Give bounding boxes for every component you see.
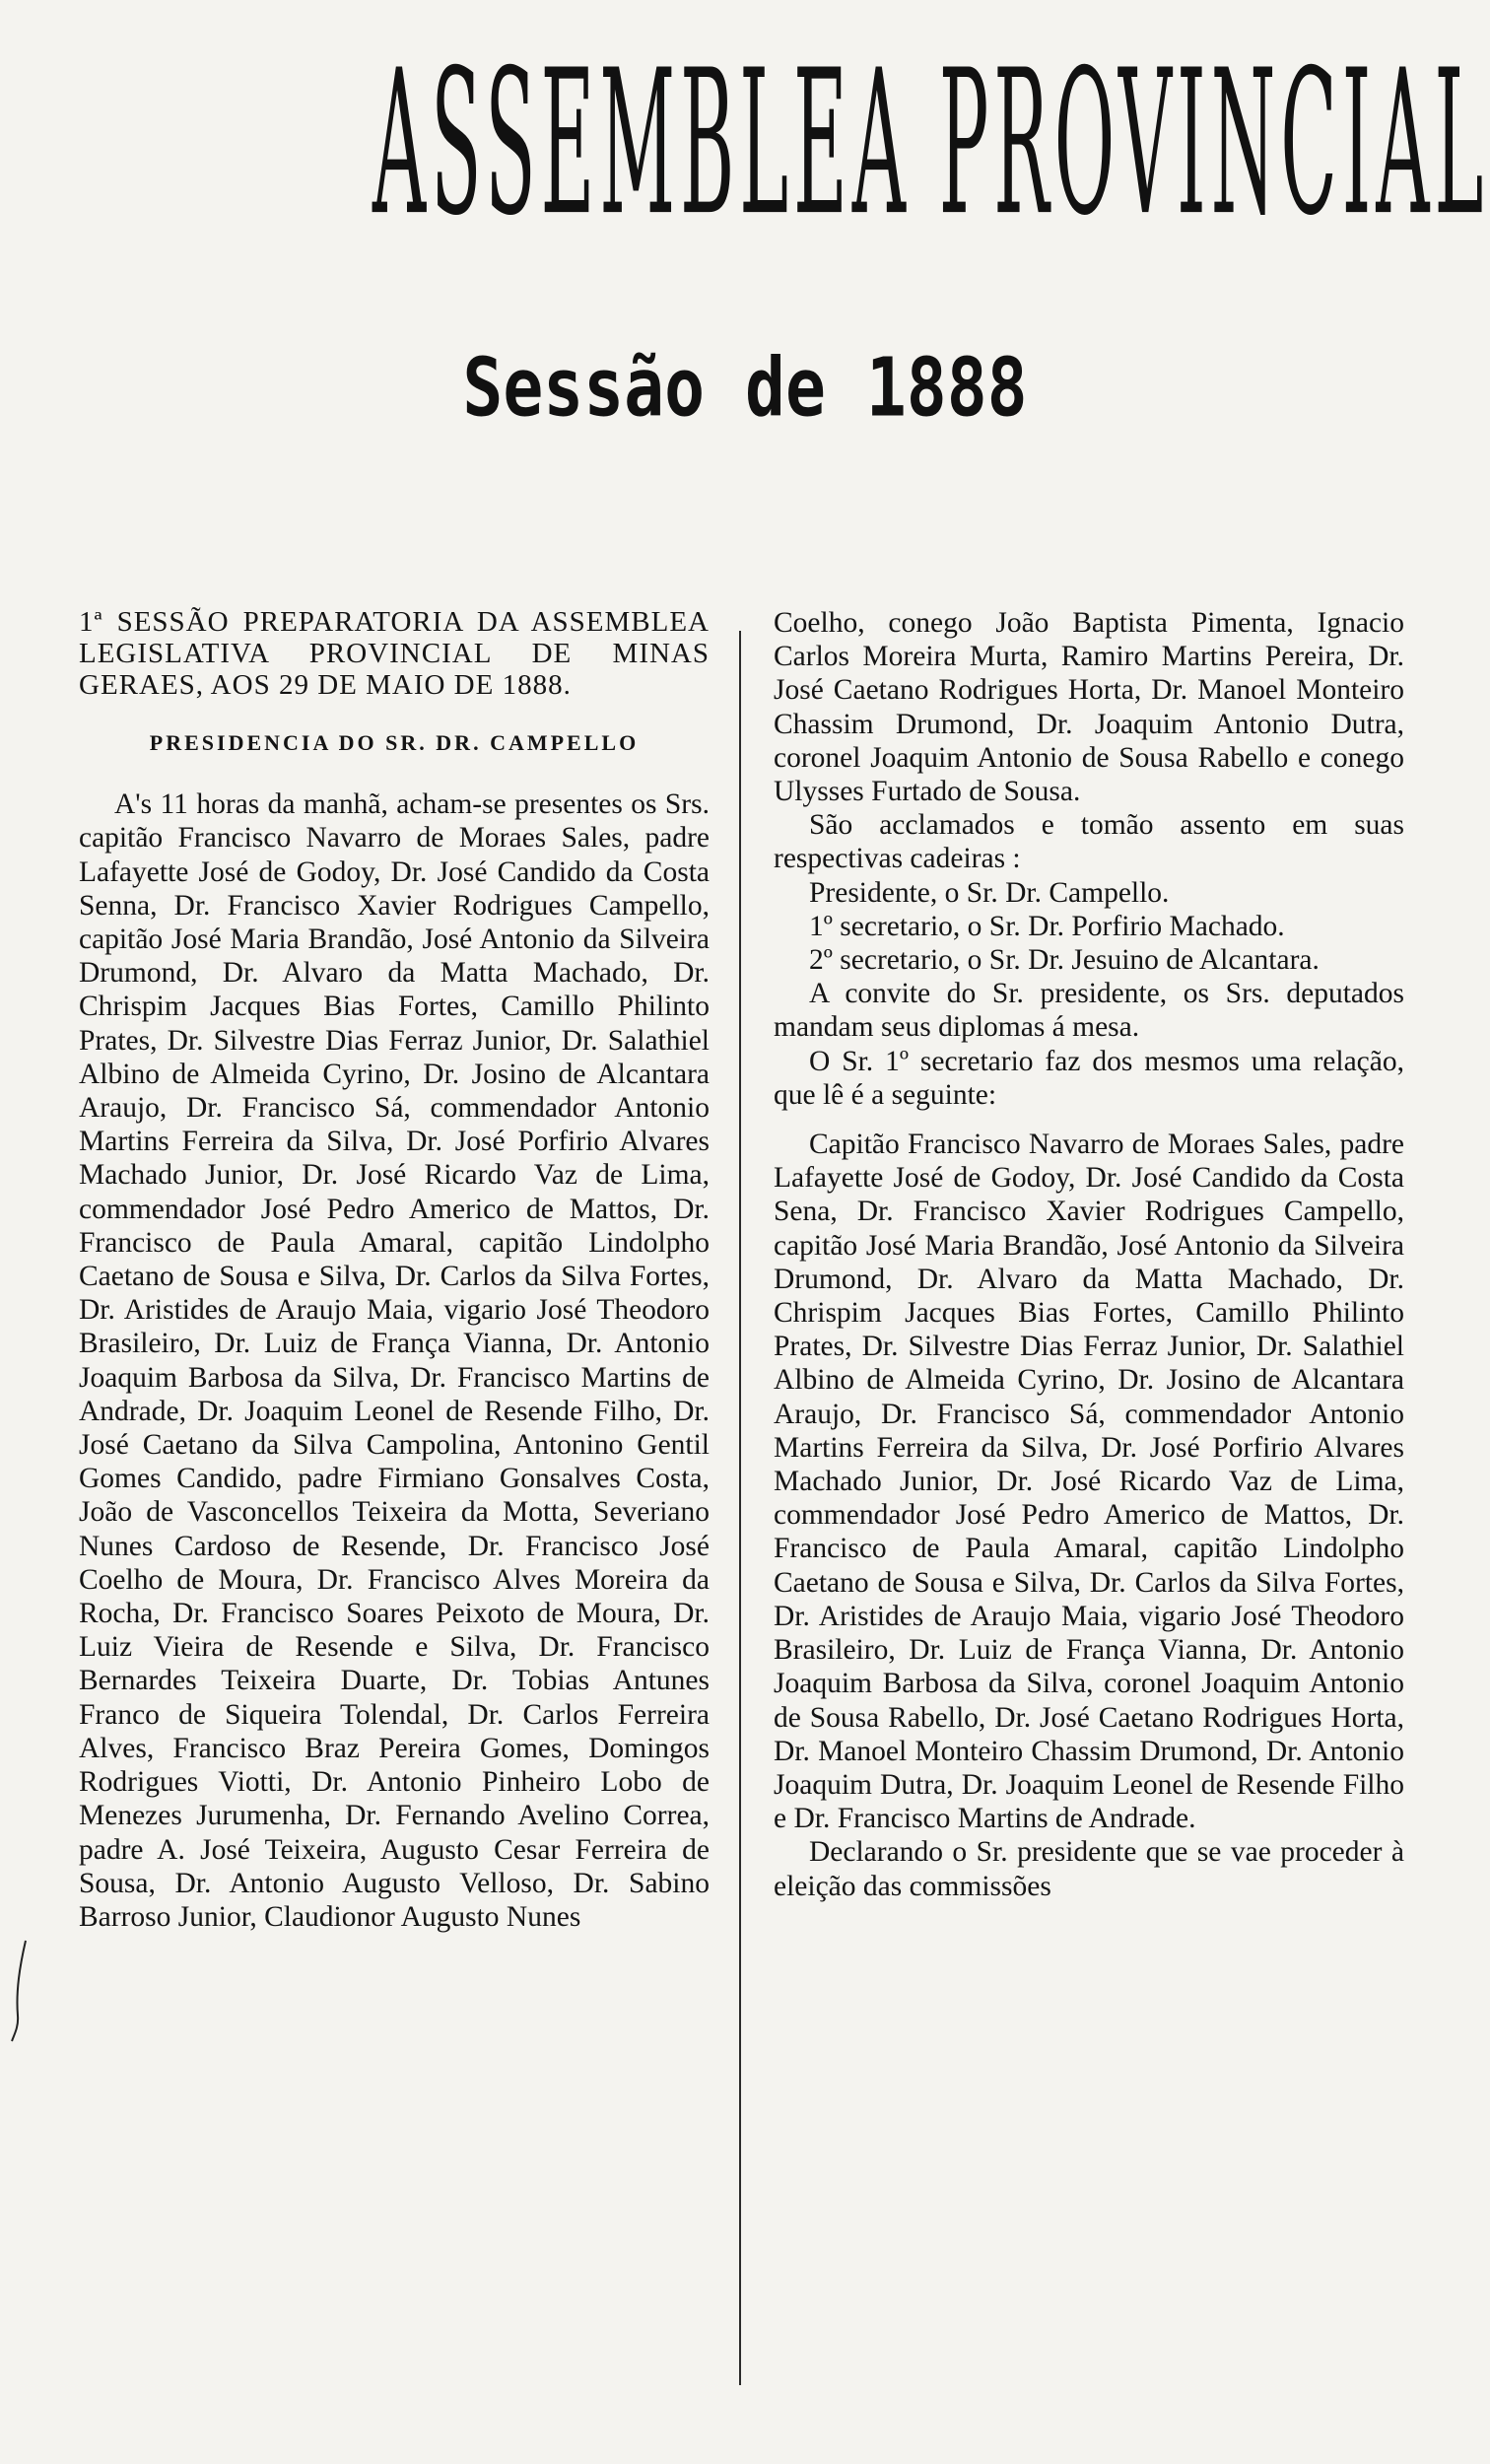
second-secretary-line: 2º secretario, o Sr. Dr. Jesuino de Alcantara. <box>809 944 1320 977</box>
session-title-wrap <box>0 342 1490 436</box>
deputies-list-paragraph: Capitão Francisco Navarro de Moraes Sales, padre Lafayette José de Godoy, Dr. José Candido da Costa Sena, Dr. Francisco Xavier Rodrigues Campello, capitão José Maria Brandão, José Antonio da Silveira Drumond, Dr. Alvaro da Matta Machado, Dr. Chrispim Jacques Bias Fortes, Camillo Philinto Prates, Dr. Silvestre Dias Ferraz Junior, Dr. Salathiel Albino de Almeida Cyrino, Dr. Josino de Alcantara Araujo, Dr. Francisco Sá, commendador Antonio Martins Ferreira da Silva, Dr. José Porfirio Alvares Machado Junior, Dr. José Ricardo Vaz de Lima, commendador José Pedro Americo de Mattos, Dr. Francisco de Paula Amaral, capitão Lindolpho Caetano de Sousa e Silva, Dr. Carlos da Silva Fortes, Dr. Aristides de Araujo Maia, vigario José Theodoro Brasileiro, Dr. Luiz de França Vianna, Dr. Antonio Joaquim Barbosa da Silva, coronel Joaquim Antonio de Sousa Rabello, Dr. José Caetano Rodrigues Horta, Dr. Manoel Monteiro Chassim Drumond, Dr. Antonio Joaquim Dutra, Dr. Joaquim Leonel de Resende Filho e Dr. Francisco Martins de Andrade. <box>774 1129 1404 1835</box>
diplomas-paragraph: A convite do Sr. presidente, os Srs. deputados mandam seus diplomas á mesa. <box>774 978 1404 1044</box>
attendance-paragraph: A's 11 horas da manhã, acham-se presentes os Srs. capitão Francisco Navarro de Moraes Sales, padre Lafayette José de Godoy, Dr. José Candido da Costa Senna, Dr. Francisco Xavier Rodrigues Campello, capitão José Maria Brandão, José Antonio da Silveira Drumond, Dr. Alvaro da Matta Machado, Dr. Chrispim Jacques Bias Fortes, Camillo Philinto Prates, Dr. Silvestre Dias Ferraz Junior, Dr. Salathiel Albino de Almeida Cyrino, Dr. Josino de Alcantara Araujo, Dr. Francisco Sá, commendador Antonio Martins Ferreira da Silva, Dr. José Porfirio Alvares Machado Junior, Dr. José Ricardo Vaz de Lima, commendador José Pedro Americo de Mattos, Dr. Francisco de Paula Amaral, capitão Lindolpho Caetano de Sousa e Silva, Dr. Carlos da Silva Fortes, Dr. Aristides de Araujo Maia, vigario José Theodoro Brasileiro, Dr. Luiz de França Vianna, Dr. Antonio Joaquim Barbosa da Silva, Dr. Francisco Martins de Andrade, Dr. Joaquim Leonel de Resende Filho, Dr. José Caetano da Silva Campolina, Antonino Gentil Gomes Candido, padre Firmiano Gonsalves Costa, João de Vasconcellos Teixeira da Motta, Severiano Nunes Cardoso de Resende, Dr. Francisco José Coelho de Moura, Dr. Francisco Alves Moreira da Rocha, Dr. Francisco Soares Peixoto de Moura, Dr. Luiz Vieira de Resende e Silva, Dr. Francisco Bernardes Teixeira Duarte, Dr. Tobias Antunes Franco de Siqueira Tolendal, Dr. Carlos Ferreira Alves, Francisco Braz Pereira Gomes, Domingos Rodrigues Viotti, Dr. Antonio Pinheiro Lobo de Menezes Jurumenha, Dr. Fernando Avelino Correa, padre A. José Teixeira, Augusto Cesar Ferreira de Sousa, Dr. Antonio Augusto Velloso, Dr. Sabino Barroso Junior, Claudionor Augusto Nunes <box>79 788 710 1933</box>
relation-paragraph: O Sr. 1º secretario faz dos mesmos uma relação, que lê é a seguinte: <box>774 1045 1404 1111</box>
session-title: Sessão de 1888 <box>462 342 1028 436</box>
attendance-continuation: Coelho, conego João Baptista Pimenta, Ignacio Carlos Moreira Murta, Ramiro Martins Pereira, Dr. José Caetano Rodrigues Horta, Dr. Manoel Monteiro Chassim Drumond, Dr. Joaquim Antonio Dutra, coronel Joaquim Antonio de Sousa Rabello e conego Ulysses Furtado de Sousa. <box>774 607 1404 808</box>
right-column <box>774 606 1404 2410</box>
masthead <box>0 28 1490 260</box>
first-secretary-line: 1º secretario, o Sr. Dr. Porfirio Machado. <box>809 910 1285 942</box>
president-line: Presidente, o Sr. Dr. Campello. <box>809 876 1170 909</box>
commissions-paragraph: Declarando o Sr. presidente que se vae proceder à eleição das commissões <box>774 1836 1404 1902</box>
masthead-title: ASSEMBLEA PROVINCIAL <box>372 28 1489 260</box>
column-divider <box>739 631 741 2385</box>
presidency-line: PRESIDENCIA DO SR. DR. CAMPELLO <box>149 730 640 755</box>
left-column <box>79 606 710 2410</box>
acclamation-paragraph: São acclamados e tomão assento em suas respectivas cadeiras : <box>774 809 1404 875</box>
article-columns <box>69 606 1409 2410</box>
article-heading: 1ª SESSÃO PREPARATORIA DA ASSEMBLEA LEGISLATIVA PROVINCIAL DE MINAS GERAES, AOS 29 DE MAIO DE 1888. <box>79 606 710 701</box>
margin-pen-mark <box>8 1937 37 2045</box>
